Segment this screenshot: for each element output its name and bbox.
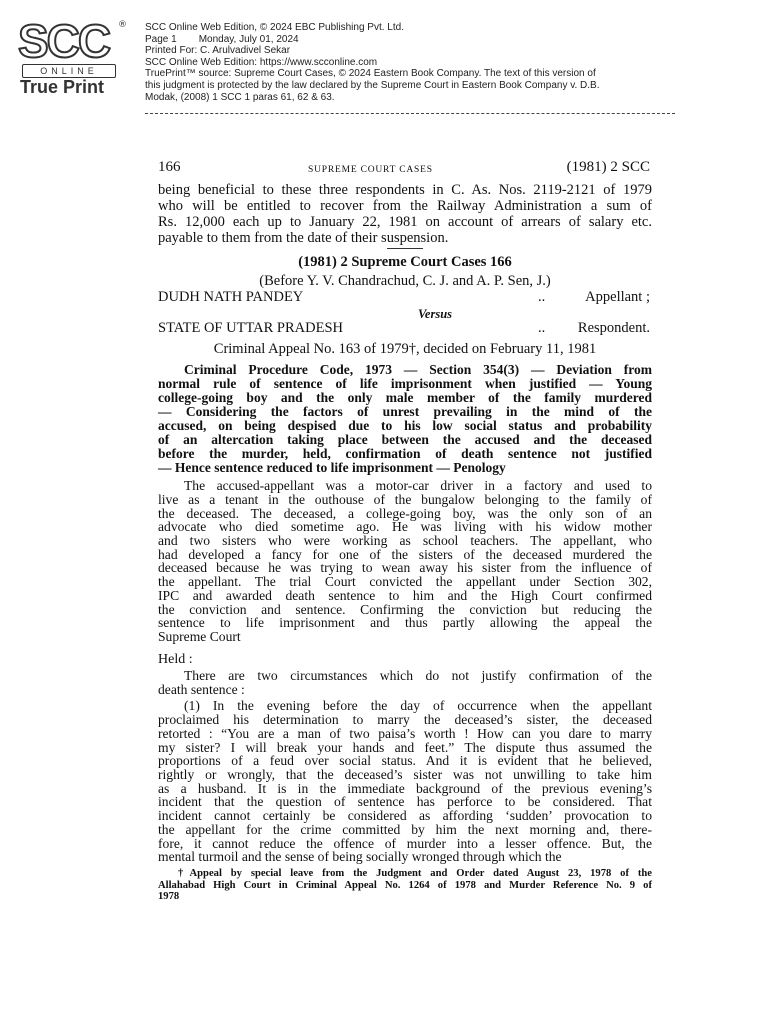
scc-online-logo [14, 15, 127, 97]
held-intro [158, 669, 652, 696]
held-para1-line: proclaimed his determination to marry the deceased’s sister, the deceased [158, 712, 652, 728]
held-label: Held : [158, 651, 193, 667]
trueprint-line-3: Modak, (2008) 1 SCC 1 paras 61, 62 & 63. [145, 91, 335, 103]
appeal-details: Criminal Appeal No. 163 of 1979†, decided on February 11, 1981 [213, 340, 597, 357]
logo-true-print-text: True Print [20, 77, 105, 97]
case-title: (1981) 2 Supreme Court Cases 166 [298, 254, 512, 270]
held-intro-line: There are two circumstances which do not justify confirmation of the [184, 668, 652, 684]
appellant-name: DUDH NATH PANDEY [158, 288, 304, 305]
held-paragraph-1 [158, 699, 652, 863]
held-para1-line: rightly or wrongly, that the deceased’s sister was not unwilling to take him [158, 766, 652, 782]
running-header [158, 160, 652, 182]
facts-paragraph [158, 479, 652, 643]
trueprint-line-2: this judgment is protected by the law declared by the Supreme Court in Eastern Book Company v. D.B. [145, 79, 600, 91]
headnote-line: normal rule of sentence of life imprisonment when justified — Young [158, 376, 652, 392]
facts-line: the appellant. The trial Court convicted the appellant under Section 302, [158, 574, 652, 590]
held-para1-line: proportions of a feud over social status. And it is evident that he believed, [158, 753, 652, 769]
facts-line: advocate who died sometime ago. He was living with his widow mother [158, 519, 652, 535]
page-number: 166 [158, 159, 181, 175]
page-label: Page 1 [145, 33, 177, 45]
held-para1-line: (1) In the evening before the day of occurrence when the appellant [184, 698, 652, 714]
footnote-line: 1978 [158, 891, 180, 903]
facts-line: the conviction and sentence. Confirming the conviction but reducing the [158, 601, 652, 617]
section-rule [387, 248, 423, 249]
held-para1-line: fore, it cannot reduce the offence of murder into a lesser offence. But, the [158, 835, 652, 851]
versus-label: Versus [417, 306, 453, 321]
facts-line: deceased because he was trying to wean away his sister from the influence of [158, 560, 652, 576]
headnote-line: college-going boy and the only male member of the family murdered [158, 390, 652, 406]
held-para1-line: the appellant for the crime committed by him the next morning and, there- [158, 821, 652, 837]
footnote-line: †Appeal by special leave from the Judgment and Order dated August 23, 1978 of the [178, 868, 652, 879]
headnote [158, 363, 652, 475]
journal-name: SUPREME COURT CASES [308, 165, 433, 175]
respondent-row [158, 321, 652, 338]
held-para1-line: retorted : “You are a man of two paisa’s worth ! How can you dare to marry [158, 725, 652, 741]
logo-scc-text: SCC [18, 15, 110, 67]
facts-line: live as a tenant in the outhouse of the bungalow belonging to the family of [158, 491, 652, 507]
prev-line: Rs. 12,000 each up to January 22, 1981 on account of arrears of salary etc. [158, 214, 652, 230]
running-citation: (1981) 2 SCC [566, 159, 650, 175]
bench-line: (Before Y. V. Chandrachud, C. J. and A. P. Sen, J.) [259, 273, 551, 290]
appellant-dots: .. [538, 288, 546, 305]
print-header [145, 22, 745, 103]
headnote-line: Criminal Procedure Code, 1973 — Section 354(3) — Deviation from [184, 362, 652, 378]
publisher-line: SCC Online Web Edition, © 2024 EBC Publishing Pvt. Ltd. [145, 22, 404, 33]
facts-line: IPC and awarded death sentence to him and the High Court confirmed [158, 587, 652, 603]
held-para1-line: my sister? I will break your hands and feet.” The dispute thus assumed the [158, 739, 652, 755]
footnote-line: Allahabad High Court in Criminal Appeal No. 1264 of 1978 and Murder Reference No. 9 of [158, 879, 652, 891]
headnote-line: — Considering the factors of unrest prevailing in the mind of the [158, 404, 652, 420]
facts-line: sentence to life imprisonment and thus partly allowing the appeal the [158, 615, 652, 631]
judgment-page [158, 160, 652, 864]
headnote-line: — Hence sentence reduced to life imprisonment — Penology [158, 460, 506, 476]
facts-line: had developed a fancy for one of the sisters of the deceased murdered the [158, 546, 652, 562]
held-para1-line: mental turmoil and the sense of being socially wronged through which the [158, 849, 562, 865]
printed-for-line: Printed For: C. Arulvadivel Sekar [145, 45, 291, 57]
previous-case-text [158, 182, 652, 246]
logo-online-text: ONLINE [22, 64, 116, 78]
held-para1-line: incident cannot certainly be considered as affording ‘sudden’ provocation to [158, 808, 652, 824]
headnote-line: accused, on being despised due to his low social status and probability [158, 418, 652, 434]
footnote [158, 868, 652, 903]
logo-registered-mark: ® [118, 20, 127, 30]
appellant-role: Appellant ; [585, 288, 650, 305]
facts-line: the deceased. The deceased, a college-going boy, was the only son of an [158, 505, 652, 521]
appellant-row [158, 290, 652, 307]
held-para1-line: incident that the question of sentence has perforce to be considered. That [158, 794, 652, 810]
prev-line: who will be entitled to recover from the Railway Administration a sum of [158, 198, 652, 214]
respondent-dots: .. [538, 319, 546, 336]
headnote-line: of an altercation taking place between the accused and the deceased [158, 432, 652, 448]
page-date-line [145, 34, 745, 46]
header-divider [145, 113, 675, 114]
facts-line: The accused-appellant was a motor-car driver in a factory and used to [184, 478, 652, 494]
web-edition-link[interactable]: SCC Online Web Edition: https://www.scconline.com [145, 56, 378, 68]
facts-line: Supreme Court [158, 628, 241, 644]
print-date: Monday, July 01, 2024 [198, 33, 299, 45]
respondent-role: Respondent. [577, 319, 650, 336]
held-intro-line: death sentence : [158, 681, 245, 697]
trueprint-line-1: TruePrint™ source: Supreme Court Cases, © 2024 Eastern Book Company. The text of this version of [145, 68, 596, 80]
headnote-line: before the murder, held, confirmation of death sentence not justified [158, 446, 652, 462]
facts-line: and two sisters who were working as school teachers. The appellant, who [158, 533, 652, 549]
respondent-name: STATE OF UTTAR PRADESH [158, 319, 343, 336]
held-para1-line: as a husband. It is in the immediate background of the previous evening’s [158, 780, 652, 796]
prev-line: being beneficial to these three respondents in C. As. Nos. 2119-2121 of 1979 [158, 182, 652, 198]
prev-line: payable to them from the date of their suspension. [158, 230, 449, 246]
